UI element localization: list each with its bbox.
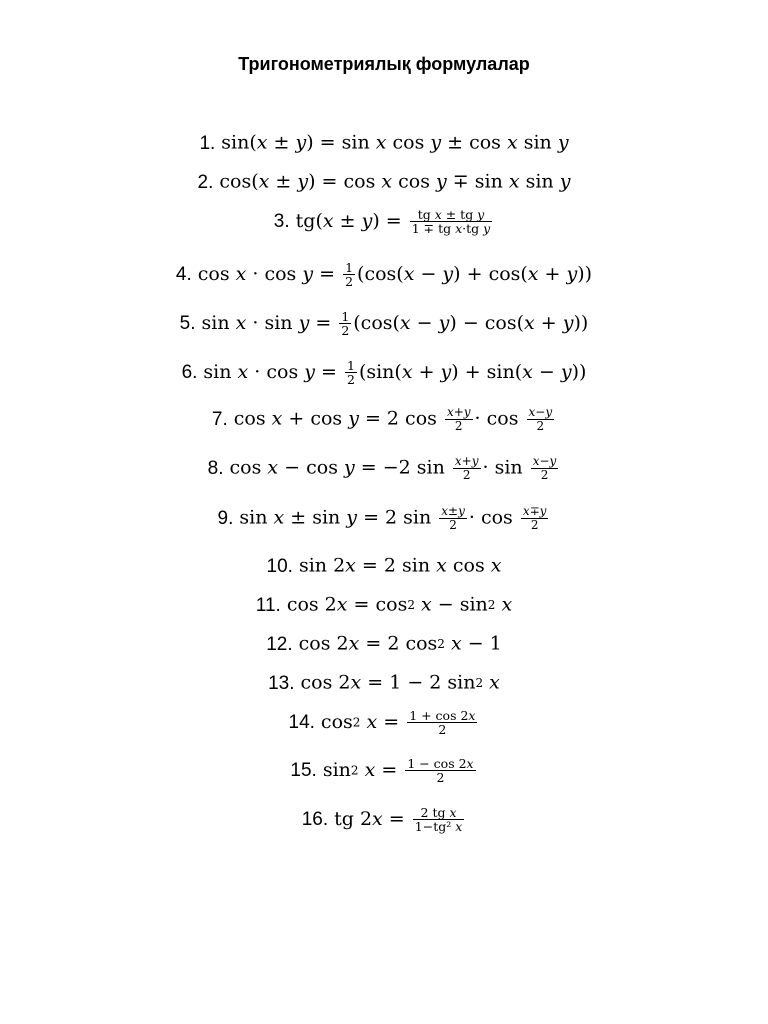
fraction	[521, 505, 549, 531]
formula-text: 𝑥	[501, 593, 513, 616]
formula-text: cos 𝑥 − cos 𝑦 = −2 sin	[229, 456, 445, 479]
numerator: 𝑥−𝑦	[528, 405, 553, 419]
formula-4	[0, 261, 768, 288]
formula-number: 13.	[268, 672, 295, 694]
formula-number: 4.	[175, 264, 192, 286]
formula-number: 8.	[207, 457, 224, 479]
numerator: tg 𝑥 ± tg 𝑦	[410, 208, 492, 222]
exponent: 2	[487, 598, 496, 612]
fraction-half	[345, 359, 357, 386]
denominator: 1−tg² 𝑥	[414, 819, 463, 835]
fraction	[531, 455, 559, 481]
numerator: 1	[345, 260, 354, 275]
page-title: Тригонометриялық формулалар	[238, 54, 530, 74]
formula-number: 14.	[288, 712, 315, 734]
exponent: 2	[475, 676, 484, 690]
formula-text: (cos(𝑥 − 𝑦) − cos(𝑥 + 𝑦))	[353, 312, 589, 335]
formula-16	[0, 806, 768, 833]
fraction	[413, 806, 465, 833]
fraction-half	[343, 261, 355, 288]
formula-6	[0, 359, 768, 386]
formula-text: tg 2𝑥 =	[334, 808, 405, 831]
formula-text: · sin	[482, 456, 523, 479]
formula-1	[0, 133, 768, 153]
formula-number: 5.	[179, 313, 196, 335]
denominator: 1 ∓ tg 𝑥·tg 𝑦	[411, 221, 491, 237]
denominator: 2	[454, 418, 463, 433]
numerator: 𝑥∓𝑦	[522, 504, 547, 518]
formula-text: · cos	[474, 407, 519, 430]
denominator: 2	[345, 274, 354, 290]
formula-text: 𝑥 − 1	[450, 632, 502, 655]
formula-text: cos(𝑥 ± 𝑦) = cos 𝑥 cos 𝑦 ∓ sin 𝑥 sin 𝑦	[219, 170, 571, 193]
fraction	[410, 208, 492, 235]
formula-text: cos 2𝑥 = cos	[286, 593, 408, 616]
formula-text: sin 𝑥 · sin 𝑦 =	[201, 312, 332, 335]
numerator: 𝑥+𝑦	[446, 405, 471, 419]
formula-number: 11.	[255, 594, 281, 616]
formula-text: sin	[322, 759, 351, 782]
denominator: 2	[536, 418, 545, 433]
formula-number: 15.	[290, 760, 317, 782]
formula-11	[0, 595, 768, 615]
formula-15	[0, 757, 768, 784]
exponent: 2	[352, 715, 361, 730]
formula-7	[0, 406, 768, 432]
formula-number: 10.	[266, 555, 293, 577]
formula-text: 𝑥 =	[366, 711, 400, 734]
fraction-half	[339, 310, 351, 337]
formula-text: 𝑥 − sin	[421, 593, 488, 616]
formula-9	[0, 505, 768, 531]
formula-text: cos 𝑥 + cos 𝑦 = 2 cos	[233, 407, 437, 430]
formula-text: sin(𝑥 ± 𝑦) = sin 𝑥 cos 𝑦 ± cos 𝑥 sin 𝑦	[221, 131, 569, 154]
formula-text: cos 𝑥 · cos 𝑦 =	[197, 263, 336, 286]
denominator: 2	[449, 517, 457, 532]
formula-number: 3.	[273, 211, 290, 233]
formula-text: 𝑥 =	[364, 759, 398, 782]
fraction	[439, 505, 467, 531]
formula-number: 2.	[197, 171, 214, 193]
denominator: 2	[540, 467, 549, 482]
exponent: 2	[437, 637, 445, 651]
formula-text: (cos(𝑥 − 𝑦) + cos(𝑥 + 𝑦))	[357, 263, 593, 286]
formula-number: 1.	[199, 132, 216, 154]
fraction	[527, 406, 555, 432]
formula-text: sin 𝑥 ± sin 𝑦 = 2 sin	[239, 506, 432, 529]
numerator: 1 + cos 2𝑥	[409, 708, 476, 723]
denominator: 2	[530, 517, 539, 532]
fraction	[445, 406, 473, 432]
numerator: 1 − cos 2𝑥	[407, 756, 474, 771]
formula-text: · cos	[468, 506, 513, 529]
formula-text: cos 2𝑥 = 1 − 2 sin	[300, 671, 476, 694]
formula-text: 𝑥	[489, 671, 500, 694]
formula-5	[0, 310, 768, 337]
numerator: 𝑥+𝑦	[454, 454, 479, 468]
fraction	[405, 757, 475, 784]
denominator: 2	[462, 467, 471, 482]
numerator: 𝑥±𝑦	[441, 504, 465, 518]
formula-8	[0, 455, 768, 481]
formula-number: 6.	[181, 362, 198, 384]
formula-text: (sin(𝑥 + 𝑦) + sin(𝑥 − 𝑦))	[358, 361, 587, 384]
formula-text: sin 𝑥 · cos 𝑦 =	[203, 361, 337, 384]
denominator: 2	[346, 372, 355, 388]
numerator: 1	[341, 309, 350, 324]
formula-3	[0, 208, 768, 235]
denominator: 2	[436, 770, 445, 786]
formula-2	[0, 172, 768, 192]
formula-number: 12.	[266, 633, 293, 655]
numerator: 𝑥−𝑦	[532, 454, 557, 468]
numerator: 2 tg 𝑥	[413, 806, 465, 820]
fraction	[453, 455, 481, 481]
denominator: 2	[341, 323, 350, 339]
formula-14	[0, 709, 768, 736]
formula-10	[0, 556, 768, 576]
formula-number: 7.	[211, 408, 228, 430]
exponent: 2	[407, 598, 415, 612]
exponent: 2	[350, 763, 359, 778]
formula-text: tg(𝑥 ± 𝑦) =	[295, 210, 402, 233]
formula-text: cos	[320, 711, 353, 734]
formula-text: cos 2𝑥 = 2 cos	[298, 632, 438, 655]
formula-number: 16.	[301, 809, 329, 831]
numerator: 1	[346, 358, 355, 373]
formula-13	[0, 673, 768, 693]
denominator: 2	[438, 722, 447, 738]
formula-text: sin 2𝑥 = 2 sin 𝑥 cos 𝑥	[298, 554, 502, 577]
formula-12	[0, 634, 768, 654]
formula-number: 9.	[217, 507, 234, 529]
fraction	[407, 709, 477, 736]
